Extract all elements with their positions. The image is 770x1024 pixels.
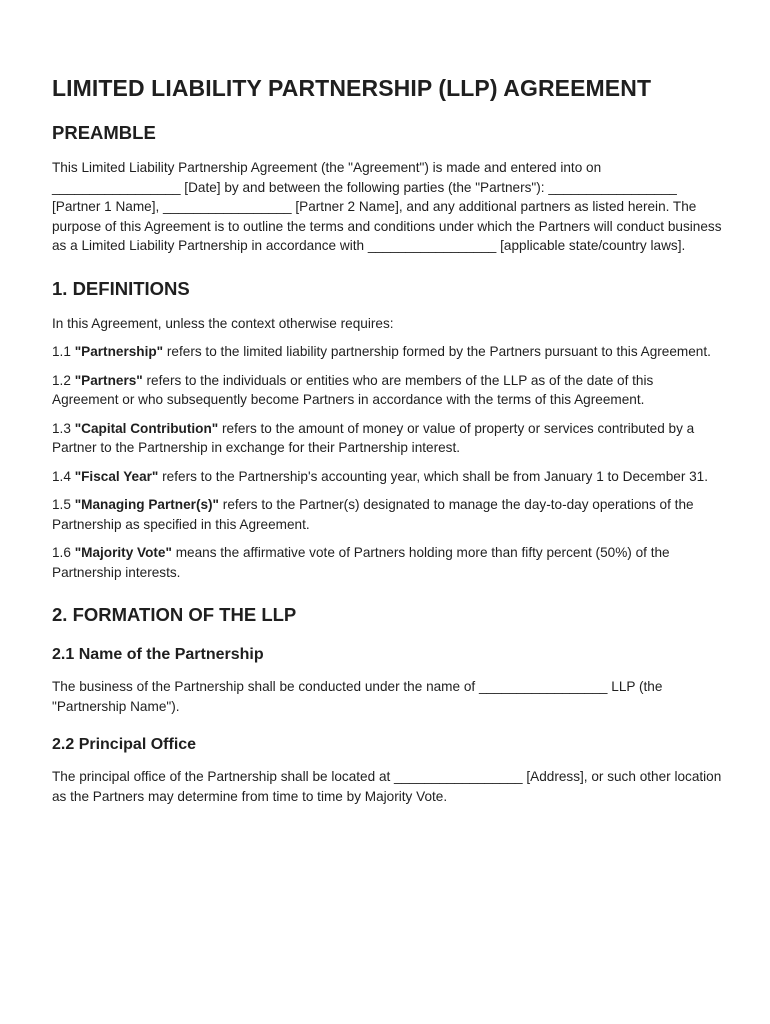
definition-number: 1.4 (52, 468, 75, 484)
definitions-intro: In this Agreement, unless the context otherwise requires: (52, 315, 394, 331)
definition-item (52, 467, 722, 487)
preamble-text: This Limited Liability Partnership Agreement (the "Agreement") is made and entered into on _________________ [Date] by and between the following parties (the "Partners"): _________________ [Partner 1 Name], _________________ [Partner 2 Name], and any additional partners as listed herein. The purpose of this Agreement is to outline the terms and conditions under which the Partners will conduct business as a Limited Liability Partnership in accordance with _________________ [applicable state/country laws]. (52, 160, 722, 253)
name-text: The business of the Partnership shall be conducted under the name of _________________ LLP (the "Partnership Name"). (52, 679, 663, 714)
definition-number: 1.1 (52, 344, 75, 359)
definition-text: refers to the limited liability partnership formed by the Partners pursuant to this Agreement. (163, 344, 711, 359)
office-subheading: 2.2 Principal Office (52, 736, 197, 753)
definition-number: 1.5 (52, 497, 75, 512)
name-subheading: 2.1 Name of the Partnership (52, 646, 264, 663)
definition-text: refers to the individuals or entities who are members of the LLP as of the date of this Agreement or who subsequently become Partners in accordance with the terms of this Agreement. (52, 372, 654, 407)
formation-heading: 2. FORMATION OF THE LLP (52, 604, 297, 625)
definition-item (52, 419, 722, 458)
definition-term: "Partnership" (74, 344, 164, 359)
definition-number: 1.2 (52, 372, 75, 388)
preamble-heading: PREAMBLE (52, 122, 156, 143)
definition-term: "Partners" (74, 372, 143, 388)
definition-term: "Capital Contribution" (74, 420, 219, 436)
definition-number: 1.3 (52, 420, 75, 436)
definition-item (52, 495, 722, 534)
definition-text: means the affirmative vote of Partners holding more than fifty percent (50%) of the Partnership interests. (52, 545, 670, 580)
definition-text: refers to the Partnership's accounting year, which shall be from January 1 to December 31. (158, 468, 709, 484)
document-page (52, 72, 722, 815)
document-title: LIMITED LIABILITY PARTNERSHIP (LLP) AGREEMENT (52, 75, 652, 101)
definition-item (52, 543, 722, 582)
definition-number: 1.6 (52, 545, 75, 560)
definitions-heading: 1. DEFINITIONS (52, 277, 190, 299)
definition-text: refers to the Partner(s) designated to manage the day-to-day operations of the Partnership as specified in this Agreement. (52, 497, 694, 532)
office-text: The principal office of the Partnership shall be located at _________________ [Address], or such other location as the Partners may determine from time to time by Majority Vote. (52, 769, 722, 804)
definition-item (52, 342, 722, 362)
definition-term: "Majority Vote" (74, 545, 172, 560)
definition-item (52, 371, 722, 410)
definition-term: "Managing Partner(s)" (74, 497, 220, 512)
definition-term: "Fiscal Year" (74, 468, 159, 484)
definition-text: refers to the amount of money or value of property or services contributed by a Partner to the Partnership in exchange for their Partnership interest. (52, 420, 695, 455)
